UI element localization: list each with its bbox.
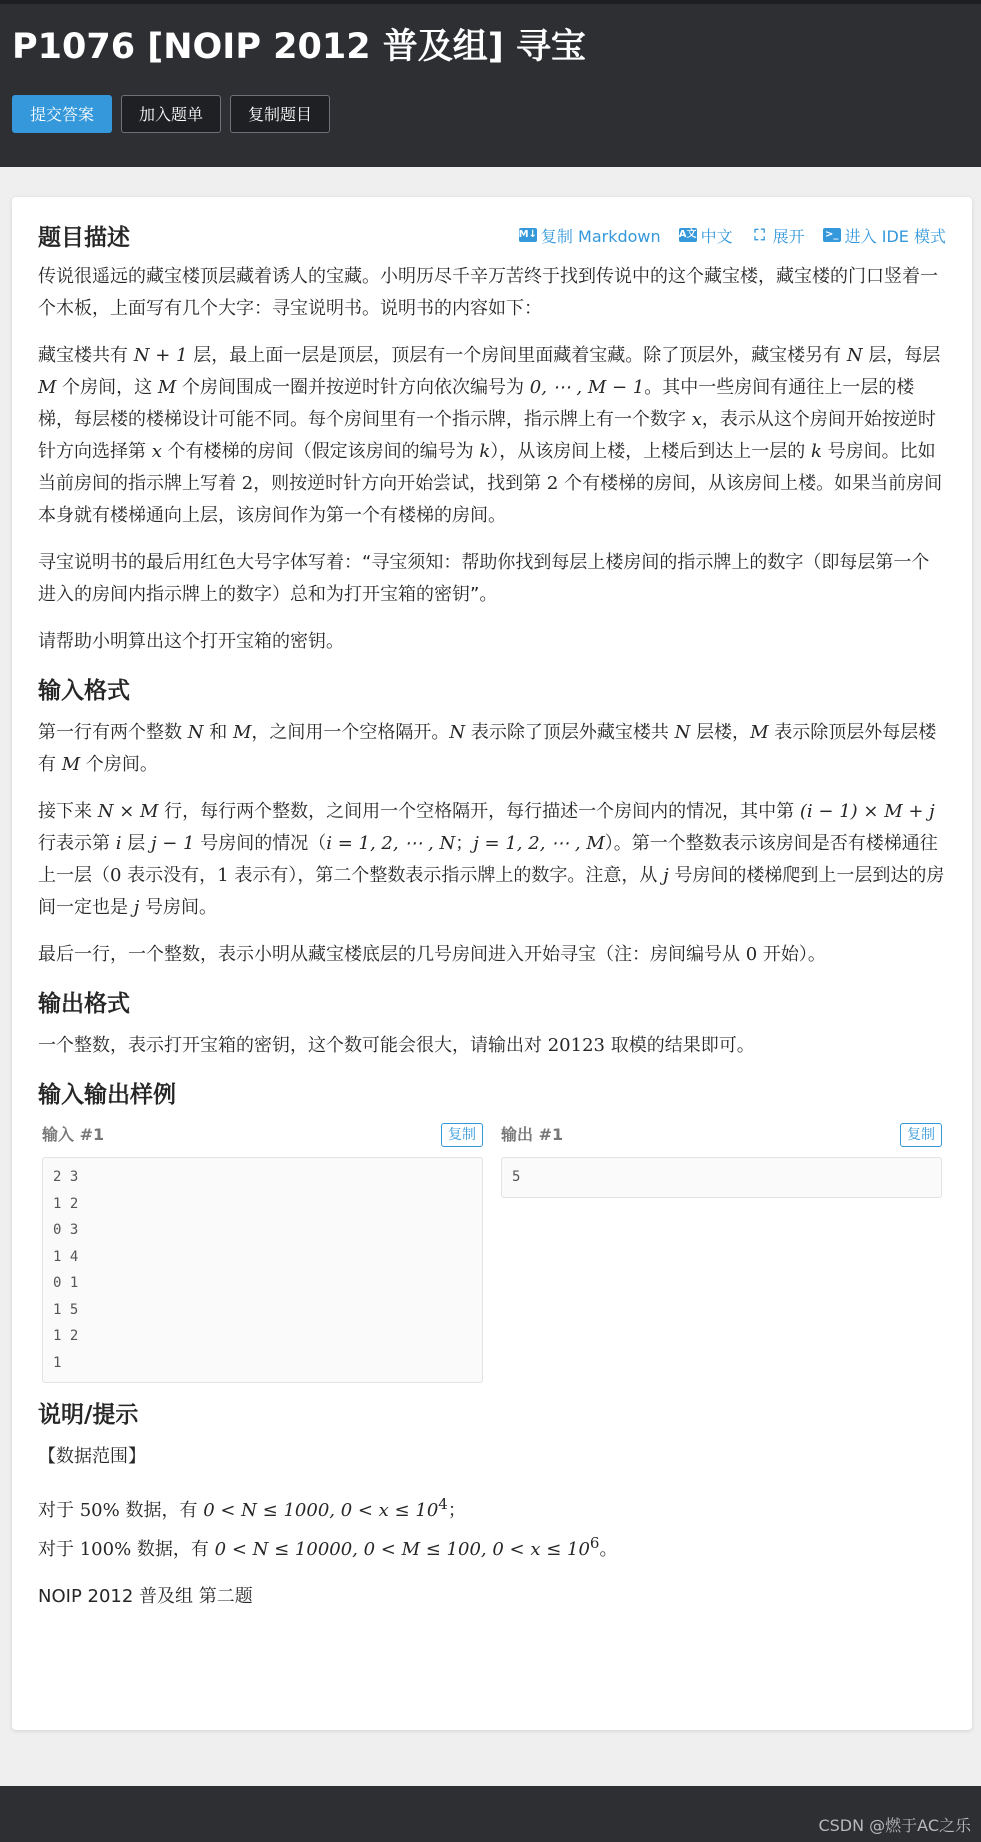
input-format-paragraph: 接下来 N × M 行，每行两个整数，之间用一个空格隔开，每行描述一个房间内的情况，其中第 (i − 1) × M + j 行表示第 i 层 j − 1 号房间的情况（i = 1, 2, ⋯ , N；j = 1, 2, ⋯ , M）。第一个整数表示该房间是否有楼梯通往上一层（0 表示没有，1 表示有），第二个整数表示指示牌上的数字。注意，从 j 号房间的楼梯爬到上一层到达的房间一定也是 j 号房间。 <box>38 801 945 918</box>
hint-paragraph: NOIP 2012 普及组 第二题 <box>38 1586 253 1607</box>
ide-mode-link[interactable] <box>823 224 946 247</box>
language-link[interactable] <box>679 224 733 247</box>
problem-card <box>12 197 972 1730</box>
problem-header <box>0 0 981 167</box>
section-title-description: 题目描述 <box>38 224 130 251</box>
sample-output-text: 5 <box>501 1157 942 1198</box>
expand-icon: ⛶ <box>754 226 765 244</box>
copy-output-button[interactable]: 复制 <box>900 1123 942 1147</box>
description-paragraph: 寻宝说明书的最后用红色大号字体写着：“寻宝须知：帮助你找到每层上楼房间的指示牌上的数字（即每层第一个进入的房间内指示牌上的数字）总和为打开宝箱的密钥”。 <box>38 552 930 605</box>
expand-link[interactable] <box>751 224 805 247</box>
ide-mode-label: 进入 IDE 模式 <box>844 226 946 246</box>
add-to-list-button[interactable]: 加入题单 <box>121 95 221 133</box>
translate-icon: A文 <box>678 229 697 240</box>
hint-paragraph: 【数据范围】 <box>38 1446 146 1467</box>
output-format-paragraph: 一个整数，表示打开宝箱的密钥，这个数可能会很大，请输出对 20123 取模的结果即可。 <box>38 1035 755 1056</box>
description-paragraph: 藏宝楼共有 N + 1 层，最上面一层是顶层，顶层有一个房间里面藏着宝藏。除了顶层外，藏宝楼另有 N 层，每层 M 个房间，这 M 个房间围成一圈并按逆时针方向依次编号为 0, ⋯ , M − 1。其中一些房间有通往上一层的楼梯，每层楼的楼梯设计可能不同。每个房间里有一个指示牌，指示牌上有一个数字 x，表示从这个房间开始按逆时针方向选择第 x 个有楼梯的房间（假定该房间的编号为 k），从该房间上楼，上楼后到达上一层的 k 号房间。比如当前房间的指示牌上写着 2，则按逆时针方向开始尝试，找到第 2 个有楼梯的房间，从该房间上楼。如果当前房间本身就有楼梯通向上层，该房间作为第一个有楼梯的房间。 <box>38 345 943 526</box>
sample-output <box>497 1121 946 1383</box>
header-actions <box>12 95 969 133</box>
sample-input <box>38 1121 487 1383</box>
section-title-input-format: 输入格式 <box>38 678 130 704</box>
hint-paragraph: 对于 50% 数据，有 0 < N ≤ 1000, $0 < x \le 10^4$； 对于 100% 数据，有 0 < N ≤ 10000, 0 < M ≤ 100, $0 < x \le 10^6$。 <box>38 1495 618 1560</box>
section-title-samples: 输入输出样例 <box>38 1082 176 1108</box>
input-format-paragraph: 最后一行，一个整数，表示小明从藏宝楼底层的几号房间进入开始寻宝（注：房间编号从 0 开始）。 <box>38 944 826 965</box>
copy-problem-button[interactable]: 复制题目 <box>230 95 330 133</box>
sample-input-text: 2 3 1 2 0 3 1 4 0 1 1 5 1 2 1 <box>42 1157 483 1383</box>
markdown-icon: M↓ <box>518 229 537 240</box>
watermark: CSDN @燃于AC之乐 <box>818 1816 971 1835</box>
card-header <box>38 219 946 251</box>
problem-content <box>38 261 946 1613</box>
samples-block <box>38 1121 946 1383</box>
terminal-icon: >_ <box>823 228 841 242</box>
description-paragraph: 请帮助小明算出这个打开宝箱的密钥。 <box>38 631 344 652</box>
section-title-output-format: 输出格式 <box>38 991 130 1017</box>
language-label: 中文 <box>700 226 733 246</box>
copy-markdown-label: 复制 Markdown <box>540 226 661 246</box>
problem-title: P1076 [NOIP 2012 普及组] 寻宝 <box>12 27 586 67</box>
input-format-paragraph: 第一行有两个整数 N 和 M，之间用一个空格隔开。N 表示除了顶层外藏宝楼共 N 层楼，M 表示除顶层外每层楼有 M 个房间。 <box>38 722 937 775</box>
sample-output-label: 输出 #1 <box>501 1125 564 1144</box>
page-footer <box>0 1786 981 1842</box>
copy-input-button[interactable]: 复制 <box>441 1123 483 1147</box>
card-tools <box>519 224 946 247</box>
copy-markdown-link[interactable] <box>519 224 661 247</box>
expand-label: 展开 <box>772 226 805 246</box>
sample-input-label: 输入 #1 <box>42 1125 105 1144</box>
section-title-hint: 说明/提示 <box>38 1402 139 1428</box>
description-paragraph: 传说很遥远的藏宝楼顶层藏着诱人的宝藏。小明历尽千辛万苦终于找到传说中的这个藏宝楼，藏宝楼的门口竖着一个木板，上面写有几个大字：寻宝说明书。说明书的内容如下： <box>38 266 938 319</box>
submit-answer-button[interactable]: 提交答案 <box>12 95 112 133</box>
